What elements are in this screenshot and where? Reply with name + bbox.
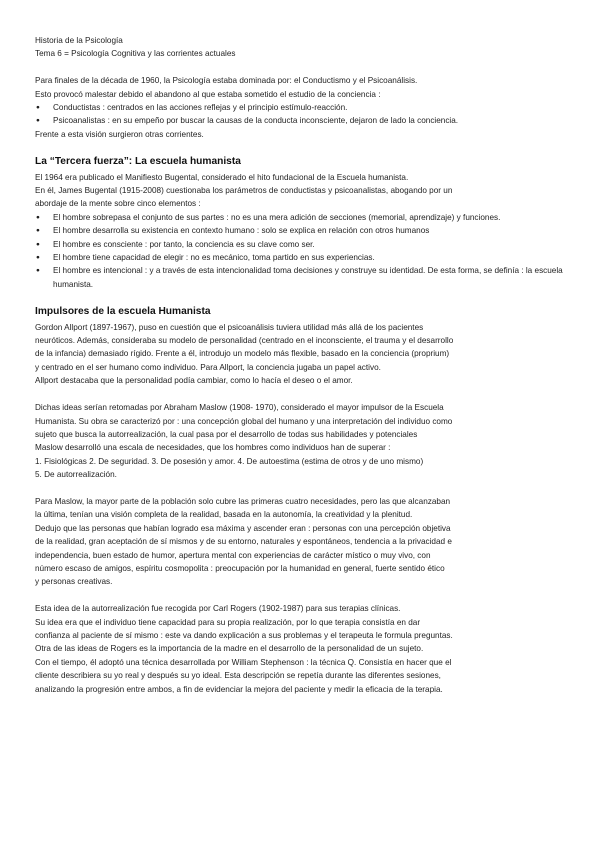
list-item: ● El hombre es intencional : y a través de esta intencionalidad toma decisiones y construye su identidad. De esta forma, se definía : la escuela humanista. <box>53 264 565 291</box>
paragraph-line: Con el tiempo, él adoptó una técnica desarrollada por William Stephenson : la técnica Q. Consistía en hacer que el <box>35 657 452 667</box>
paragraph-line: Esta idea de la autorrealización fue recogida por Carl Rogers (1902-1987) para sus terapias clínicas. <box>35 604 401 614</box>
paragraph-line: confianza al paciente de sí mismo : este va dando explicación a sus problemas y el terapeuta le formula preguntas. <box>35 630 453 640</box>
paragraph-line: Otra de las ideas de Rogers es la importancia de la madre en el desarrollo de la personalidad de un sujeto. <box>35 644 424 654</box>
intro-bullet-list <box>35 101 565 128</box>
paragraph-line: Dedujo que las personas que habían logrado esa máxima y ascender eran : personas con una percepción objetiva <box>35 523 451 533</box>
paragraph-line: 1. Fisiológicas 2. De seguridad. 3. De posesión y amor. 4. De autoestima (estima de otros y de uno mismo) <box>35 456 424 466</box>
intro-paragraph-2: Esto provocó malestar debido el abandono al que estaba sometido el estudio de la conciencia : <box>35 89 381 99</box>
paragraph: En él, James Bugental (1915-2008) cuestionaba los parámetros de conductistas y psicoanalistas, abogando por un <box>35 186 453 196</box>
list-item: ● El hombre sobrepasa el conjunto de sus partes : no es una mera adición de secciones (memorial, aprendizaje) y funciones. <box>53 211 565 224</box>
paragraph-line: analizando la progresión entre ambos, a fin de evidenciar la mejora del paciente y medir la eficacia de la terapia. <box>35 684 443 694</box>
doc-header-course: Historia de la Psicología <box>35 36 123 45</box>
list-item: ● Conductistas : centrados en las acciones reflejas y el principio estímulo-reacción. <box>53 101 565 114</box>
paragraph-line: y personas creativas. <box>35 577 113 587</box>
paragraph-line: la última, tenían una visión completa de la realidad, basada en la autonomía, la creatividad y la plenitud. <box>35 510 413 520</box>
doc-header-topic: Tema 6 = Psicología Cognitiva y las corrientes actuales <box>35 49 236 59</box>
paragraph-line: Maslow desarrolló una escala de necesidades, que los hombres como individuos han de superar : <box>35 443 391 453</box>
paragraph-line: neuróticos. Además, consideraba su modelo de personalidad (centrado en el inconsciente, el trauma y el desarrollo <box>35 336 454 346</box>
paragraph-line: independencia, buen estado de humor, apertura mental con experiencias de carácter místico o muy vivo, con <box>35 550 431 560</box>
section-heading-impulsores: Impulsores de la escuela Humanista <box>35 305 211 317</box>
intro-paragraph-3: Frente a esta visión surgieron otras corrientes. <box>35 129 204 139</box>
paragraph: abordaje de la mente sobre cinco elementos : <box>35 199 201 209</box>
paragraph-line: Humanista. Su obra se caracterizó por : una concepción global del humano y una interpretación del individuo como <box>35 416 453 426</box>
list-item: ● El hombre tiene capacidad de elegir : no es mecánico, toma partido en sus experiencias. <box>53 251 565 264</box>
paragraph-line: 5. De autorrealización. <box>35 470 117 480</box>
paragraph-line: sujeto que busca la autorrealización, la cual pasa por el desarrollo de todas sus habilidades y potenciales <box>35 429 418 439</box>
paragraph-line: Dichas ideas serían retomadas por Abraham Maslow (1908- 1970), considerado el mayor impulsor de la Escuela <box>35 403 444 413</box>
paragraph-line: cliente describiera su yo real y después su yo ideal. Esta descripción se repetía durante las diferentes sesiones, <box>35 671 441 681</box>
paragraph-line: Para Maslow, la mayor parte de la población solo cubre las primeras cuatro necesidades, pero las que alcanzaban <box>35 496 451 506</box>
paragraph-line: Allport destacaba que la personalidad podía cambiar, como lo hacía el deseo o el amor. <box>35 376 353 386</box>
paragraph-line: número escaso de amigos, espíritu cosmopolita : preocupación por la humanidad en general, fuerte sentido ético <box>35 563 445 573</box>
section-heading-tercera-fuerza: La “Tercera fuerza”: La escuela humanista <box>35 155 241 167</box>
paragraph-line: de la infancia) demasiado rígido. Frente a él, introdujo un modelo más flexible, basado en la conciencia (proprium) <box>35 349 450 359</box>
paragraph-line: y centrado en el ser humano como individuo. Para Allport, la conciencia jugaba un papel activo. <box>35 362 381 372</box>
paragraph-line: Gordon Allport (1897-1967), puso en cuestión que el psicoanálisis tuviera utilidad más allá de los pacientes <box>35 322 424 332</box>
list-item: ● El hombre es consciente : por tanto, la conciencia es su clave como ser. <box>53 238 565 251</box>
intro-paragraph-1: Para finales de la década de 1960, la Psicología estaba dominada por: el Conductismo y el Psicoanálisis. <box>35 76 418 86</box>
paragraph-line: Su idea era que el individuo tiene capacidad para su propia realización, por lo que terapia consistía en dar <box>35 617 421 627</box>
paragraph-line: de la realidad, gran aceptación de sí mismos y de su entorno, naturales y espontáneos, tendencia a la privacidad e <box>35 537 452 547</box>
list-item: ● Psicoanalistas : en su empeño por buscar la causas de la conducta inconsciente, dejaron de lado la conciencia. <box>53 114 565 127</box>
list-item: ● El hombre desarrolla su existencia en contexto humano : solo se explica en relación con otros humanos <box>53 224 565 237</box>
paragraph: El 1964 era publicado el Manifiesto Bugental, considerado el hito fundacional de la Escuela humanista. <box>35 172 409 182</box>
humanist-elements-list <box>35 211 565 291</box>
